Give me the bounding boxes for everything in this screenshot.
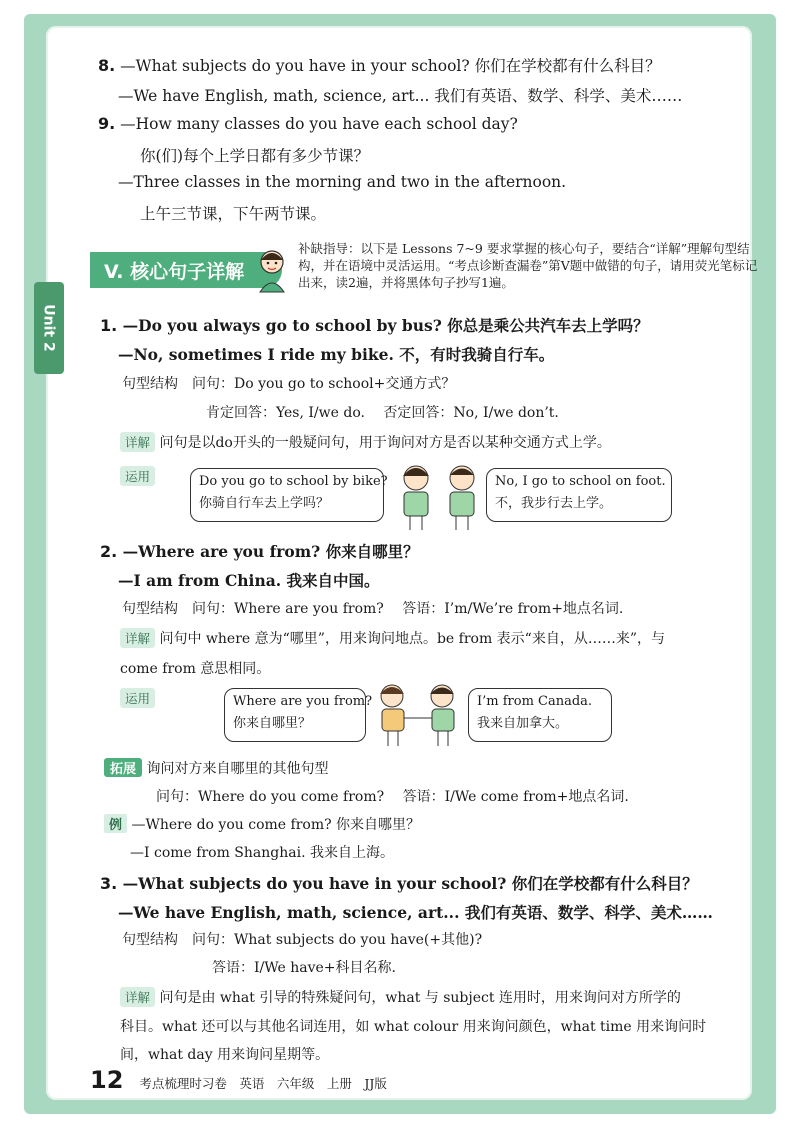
s3-detail-line3: 间，what day 用来询问星期等。	[120, 1047, 330, 1063]
s1-structure-answers: 肯定回答：Yes, I/we do. 否定回答：No, I/we don’t.	[206, 405, 559, 421]
student-icon	[252, 246, 292, 294]
item-9-line3: —Three classes in the morning and two in the afternoon.	[118, 173, 567, 191]
item-9-line2: 你(们)每个上学日都有多少节课？	[140, 147, 370, 165]
s2-extension: 拓展 询问对方来自哪里的其他句型	[104, 758, 328, 778]
unit-tab-label: Unit 2	[41, 304, 58, 352]
s2-detail-line2: come from 意思相同。	[120, 661, 271, 677]
book-title: 考点梳理时习卷 英语 六年级 上册 JJ版	[139, 1076, 387, 1091]
s1-structure: 句型结构 问句：Do you go to school+交通方式？	[122, 376, 456, 392]
item-9-line1: 9. —How many classes do you have each school day?	[98, 114, 518, 133]
s2-example-line1: 例 —Where do you come from? 你来自哪里？	[104, 814, 420, 834]
s2-example-line2: —I come from Shanghai. 我来自上海。	[130, 845, 394, 861]
section-tip: 补缺指导：以下是 Lessons 7~9 要求掌握的核心句子，要结合“详解”理解句型结构，并在语境中灵活运用。“考点诊断查漏卷”第Ⅴ题中做错的句子，请用荧光笔标记出来，读2遍，并将黑体句子抄写1遍。	[298, 241, 758, 290]
s1-bubble-left: Do you go to school by bike? 你骑自行车去上学吗？	[190, 468, 384, 522]
s3-line2: —We have English, math, science, art... 我们有英语、数学、科学、美术……	[118, 903, 713, 922]
s3-detail-line2: 科目。what 还可以与其他名词连用，如 what colour 用来询问颜色，what time 用来询问时	[120, 1019, 707, 1035]
s1-line1: 1. —Do you always go to school by bus? 你总是乘公共汽车去上学吗？	[100, 316, 649, 335]
s1-use-label: 运用	[120, 466, 155, 486]
s2-line1: 2. —Where are you from? 你来自哪里？	[100, 542, 419, 561]
s3-structure-answer: 答语：I/We have+科目名称.	[212, 960, 396, 976]
s3-structure: 句型结构 问句：What subjects do you have(+其他)?	[122, 932, 483, 948]
children-talking-icon	[390, 462, 490, 532]
s1-detail: 详解 问句是以do开头的一般疑问句，用于询问对方是否以某种交通方式上学。	[120, 432, 611, 452]
s2-bubble-right: I’m from Canada. 我来自加拿大。	[468, 688, 612, 742]
section-title: V. 核心句子详解	[90, 252, 282, 288]
s2-structure: 句型结构 问句：Where are you from? 答语：I’m/We’re from+地点名词.	[122, 601, 624, 617]
unit-tab[interactable]	[34, 282, 64, 374]
s2-detail-line1: 详解 问句中 where 意为“哪里”，用来询问地点。be from 表示“来自，从……来”，与	[120, 628, 665, 648]
item-9-line4: 上午三节课，下午两节课。	[140, 205, 327, 223]
page-number: 12	[90, 1066, 124, 1094]
s3-line1: 3. —What subjects do you have in your school? 你们在学校都有什么科目？	[100, 874, 698, 893]
s1-bubble-right: No, I go to school on foot. 不，我步行去上学。	[486, 468, 672, 522]
s2-bubble-left: Where are you from? 你来自哪里？	[224, 688, 366, 742]
s1-line2: —No, sometimes I ride my bike. 不，有时我骑自行车。	[118, 345, 555, 364]
greeting-children-icon	[370, 682, 466, 748]
s2-use-label: 运用	[120, 688, 155, 708]
item-8-line2: —We have English, math, science, art... 我们有英语、数学、科学、美术……	[118, 87, 683, 105]
s2-extension-line: 问句：Where do you come from? 答语：I/We come from+地点名词.	[156, 789, 629, 805]
s3-detail-line1: 详解 问句是由 what 引导的特殊疑问句，what 与 subject 连用时，用来询问对方所学的	[120, 987, 681, 1007]
s2-line2: —I am from China. 我来自中国。	[118, 571, 380, 590]
item-8-line1: 8. —What subjects do you have in your school? 你们在学校都有什么科目？	[98, 56, 661, 75]
page-footer	[90, 1066, 387, 1094]
